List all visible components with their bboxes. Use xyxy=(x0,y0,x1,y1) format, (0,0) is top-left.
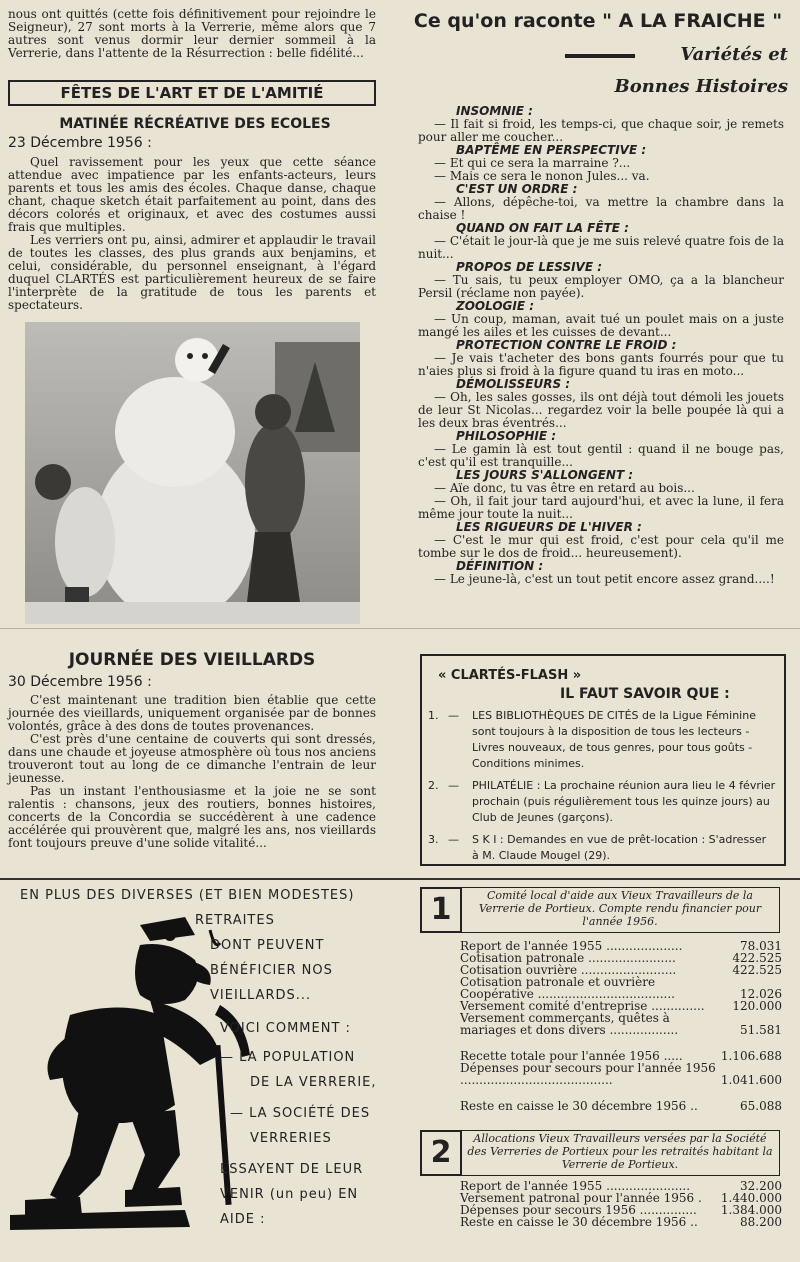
flash-item xyxy=(428,708,776,772)
joke-title: INSOMNIE : xyxy=(456,104,533,118)
finance-amount: 1.106.688 xyxy=(720,1049,782,1063)
finance-amount: 88.200 xyxy=(740,1215,782,1229)
retraites-line: EN PLUS DES DIVERSES (ET BIEN MODESTES) xyxy=(20,888,355,903)
flash-item-dash: — xyxy=(448,833,459,846)
finance-amount: 422.525 xyxy=(732,951,782,965)
finance-label: Recette totale pour l'année 1956 ..... xyxy=(460,1049,683,1063)
vieillards-date: 30 Décembre 1956 : xyxy=(8,674,152,690)
fetes-body xyxy=(8,156,376,312)
allocations-header-box xyxy=(460,1130,780,1176)
joke-line: — Le jeune-là, c'est un tout petit encore assez grand....! xyxy=(434,572,775,586)
joke-title: BAPTÊME EN PERSPECTIVE : xyxy=(456,143,647,157)
fetes-paragraph-1: Quel ravissement pour les yeux que cette séance attendue avec impatience par les enfants-acteurs, leurs parents et tous les amis des écoles. Chaque danse, chaque chant, chaque sketch était parfaitement au point, dans des décors colorés et originaux, et avec des costumes aussi frais que multiples. xyxy=(8,155,376,234)
joke-line: — Et qui ce sera la marraine ?... xyxy=(434,156,631,170)
finance-label: Report de l'année 1955 ...................... xyxy=(460,1179,691,1193)
snowman-photo xyxy=(25,322,360,624)
finance-label: Reste en caisse le 30 décembre 1956 .. xyxy=(460,1215,698,1229)
fetes-date: 23 Décembre 1956 : xyxy=(8,135,152,151)
finance-amount: 1.384.000 xyxy=(720,1203,782,1217)
finance-amount: 78.031 xyxy=(740,939,782,953)
section-divider xyxy=(0,878,800,880)
finance-row xyxy=(460,976,782,1000)
fetes-banner-text: FÊTES DE L'ART ET DE L'AMITIÉ xyxy=(60,84,324,102)
vieillards-paragraph-2: C'est près d'une centaine de couverts qui sont dressés, dans une chaude et joyeuse atmosphère où tous nos anciens trouveront tout au long de ce dimanche l'entrain de leur jeunesse. xyxy=(8,732,376,785)
flash-item-text: PHILATÉLIE : La prochaine réunion aura lieu le 4 février prochain (puis régulièrement tous les quinze jours) au Club de Jeunes (garçons). xyxy=(472,779,776,824)
fetes-subtitle: MATINÉE RÉCRÉATIVE DES ECOLES xyxy=(59,116,331,132)
retraites-line: VENIR (un peu) EN xyxy=(220,1187,359,1202)
finance-label: Cotisation patronale ....................... xyxy=(460,951,676,965)
fraiche-title: Ce qu'on raconte " A LA FRAICHE " xyxy=(413,10,783,32)
clartes-flash-box xyxy=(420,654,786,866)
finance-label: Versement commerçants, quêtes à mariages et dons divers .................. xyxy=(460,1011,679,1037)
finance-label: Versement patronal pour l'année 1956 . xyxy=(460,1191,702,1205)
finance-label: Report de l'année 1955 .................... xyxy=(460,939,683,953)
vieillards-title: JOURNÉE DES VIEILLARDS xyxy=(68,650,316,670)
flash-items xyxy=(428,708,776,870)
flash-item xyxy=(428,778,776,826)
joke-title: ZOOLOGIE : xyxy=(456,299,535,313)
vieillards-paragraph-3: Pas un instant l'enthousiasme et la joie ne se sont ralentis : chansons, jeux des routiers, bonnes histoires, concerts de la Concordia se succédèrent à une cadence accélérée qui prouvèrent que, malgré les ans, nos vieillards font toujours preuve d'une solide vitalité... xyxy=(8,784,376,850)
joke-line: — Un coup, maman, avait tué un poulet mais on a juste mangé les ailes et les cuisses de devant... xyxy=(418,312,784,339)
joke-title: DÉMOLISSEURS : xyxy=(456,377,571,391)
finance-amount: 12.026 xyxy=(740,987,782,1001)
finance-label: Versement comité d'entreprise .............. xyxy=(460,999,705,1013)
finance-amount: 65.088 xyxy=(740,1099,782,1113)
retraites-text xyxy=(20,885,430,1234)
flash-item-text: LES BIBLIOTHÈQUES DE CITÉS de la Ligue Féminine sont toujours à la disposition de tous les lecteurs - Livres nouveaux, de tous genres, pour tous goûts - Conditions minimes. xyxy=(472,709,756,770)
finance-label: Dépenses pour secours 1956 ............... xyxy=(460,1203,697,1217)
retraites-line: VIEILLARDS... xyxy=(210,988,312,1003)
fraiche-subtitle-2: Bonnes Histoires xyxy=(614,76,788,97)
finance-label: Cotisation ouvrière ......................... xyxy=(460,963,677,977)
finance-row xyxy=(460,1216,782,1228)
intro-paragraph: nous ont quittés (cette fois définitivement pour rejoindre le Seigneur), 27 sont morts à la Verrerie, même alors que 7 autres sont venus dormir leur dernier sommeil à la Verrerie, dans l'attente de la Résurrection : belle fidélité... xyxy=(8,7,376,60)
joke-line: — Aïe donc, tu vas être en retard au bois... xyxy=(434,481,695,495)
finance-amount: 32.200 xyxy=(740,1179,782,1193)
finance-amount: 1.440.000 xyxy=(720,1191,782,1205)
joke-title: LES RIGUEURS DE L'HIVER : xyxy=(456,520,642,534)
joke-title: PROTECTION CONTRE LE FROID : xyxy=(456,338,677,352)
joke-line: — Oh, les sales gosses, ils ont déjà tout démoli les jouets de leur St Nicolas... regardez voir la belle poupée là qui a les deux bras éventrés... xyxy=(418,390,784,430)
finance-label: Dépenses pour secours pour l'année 1956 ........................................ xyxy=(460,1061,716,1087)
retraites-line: — LA SOCIÉTÉ DES xyxy=(230,1106,371,1121)
fraiche-subtitle-1: Variétés et xyxy=(680,44,788,65)
retraites-line: AIDE : xyxy=(220,1212,266,1227)
finance-row xyxy=(460,1012,782,1036)
retraites-line: DONT PEUVENT xyxy=(210,938,325,953)
flash-item-number: 1. xyxy=(428,709,439,722)
finance-amount: 422.525 xyxy=(732,963,782,977)
retraites-line: — LA POPULATION xyxy=(220,1050,356,1065)
page-fold-line xyxy=(0,628,800,629)
retraites-line: ESSAYENT DE LEUR xyxy=(220,1162,364,1177)
comite-number: 1 xyxy=(420,887,462,933)
finance-amount: 51.581 xyxy=(740,1023,782,1037)
jokes-column xyxy=(418,105,784,586)
finance-label: Cotisation patronale et ouvrière Coopérative .................................... xyxy=(460,975,675,1001)
fetes-banner xyxy=(8,80,376,106)
comite-table xyxy=(460,940,782,1112)
finance-amount: 120.000 xyxy=(732,999,782,1013)
fraiche-rule xyxy=(565,54,635,58)
flash-title: « CLARTÉS-FLASH » xyxy=(438,668,582,683)
joke-line: — Il fait si froid, les temps-ci, que chaque soir, je remets pour aller me coucher... xyxy=(418,117,784,144)
allocations-number: 2 xyxy=(420,1130,462,1176)
joke-line: — C'était le jour-là que je me suis relevé quatre fois de la nuit... xyxy=(418,234,784,261)
flash-item-number: 3. xyxy=(428,833,439,846)
retraites-line: VERRERIES xyxy=(250,1131,332,1146)
flash-subtitle: IL FAUT SAVOIR QUE : xyxy=(560,686,730,702)
joke-title: LES JOURS S'ALLONGENT : xyxy=(456,468,634,482)
finance-label: Reste en caisse le 30 décembre 1956 .. xyxy=(460,1099,698,1113)
comite-header-box xyxy=(460,887,780,933)
joke-line: — Allons, dépêche-toi, va mettre la chambre dans la chaise ! xyxy=(418,195,784,222)
joke-title: QUAND ON FAIT LA FÊTE : xyxy=(456,221,629,235)
allocations-header: Allocations Vieux Travailleurs versées par la Société des Verreries de Portieux pour les retraités habitant la Verrerie de Portieux. xyxy=(467,1132,773,1171)
flash-item-dash: — xyxy=(448,709,459,722)
retraites-line: DE LA VERRERIE, xyxy=(250,1075,377,1090)
allocations-table xyxy=(460,1180,782,1228)
finance-row xyxy=(460,1086,782,1112)
finance-row xyxy=(460,1062,782,1086)
vieillards-body xyxy=(8,694,376,850)
joke-title: PROPOS DE LESSIVE : xyxy=(456,260,603,274)
fetes-paragraph-2: Les verriers ont pu, ainsi, admirer et applaudir le travail de toutes les classes, des plus grands aux benjamins, et celui, considérable, du personnel enseignant, à l'égard duquel CLARTÉS est particulièrement heureux de se faire l'interprète de la gratitude de tous les parents et spectateurs. xyxy=(8,233,376,312)
retraites-line: BÉNÉFICIER NOS xyxy=(210,963,333,978)
joke-title: DÉFINITION : xyxy=(456,559,544,573)
flash-item xyxy=(428,832,776,864)
joke-title: PHILOSOPHIE : xyxy=(456,429,557,443)
joke-line: — Oh, il fait jour tard aujourd'hui, et avec la lune, il fera même jour toute la nuit... xyxy=(418,494,784,521)
flash-item-text: S K I : Demandes en vue de prêt-location : S'adresser à M. Claude Mougel (29). xyxy=(472,833,767,862)
joke-line: — Mais ce sera le nonon Jules... va. xyxy=(434,169,650,183)
joke-line: — Le gamin là est tout gentil : quand il ne bouge pas, c'est qu'il est tranquille... xyxy=(418,442,784,469)
comite-header: Comité local d'aide aux Vieux Travailleurs de la Verrerie de Portieux. Compte rendu financier pour l'année 1956. xyxy=(478,889,762,928)
finance-row xyxy=(460,1036,782,1062)
flash-item-number: 2. xyxy=(428,779,439,792)
flash-item-dash: — xyxy=(448,779,459,792)
snowman-photo-image xyxy=(25,322,360,624)
joke-title: C'EST UN ORDRE : xyxy=(456,182,578,196)
retraites-line: RETRAITES xyxy=(195,913,275,928)
retraites-line: VOICI COMMENT : xyxy=(220,1021,351,1036)
vieillards-paragraph-1: C'est maintenant une tradition bien établie que cette journée des vieillards, uniquement organisée par de bonnes volontés, grâce à des dons de toutes provenances. xyxy=(8,693,376,733)
joke-line: — Tu sais, tu peux employer OMO, ça a la blancheur Persil (réclame non payée). xyxy=(418,273,784,300)
joke-line: — Je vais t'acheter des bons gants fourrés pour que tu n'aies plus si froid à la figure quand tu iras en moto... xyxy=(418,351,784,378)
finance-amount: 1.041.600 xyxy=(720,1073,782,1087)
joke-line: — C'est le mur qui est froid, c'est pour cela qu'il me tombe sur le dos de froid... heureusement). xyxy=(418,533,784,560)
